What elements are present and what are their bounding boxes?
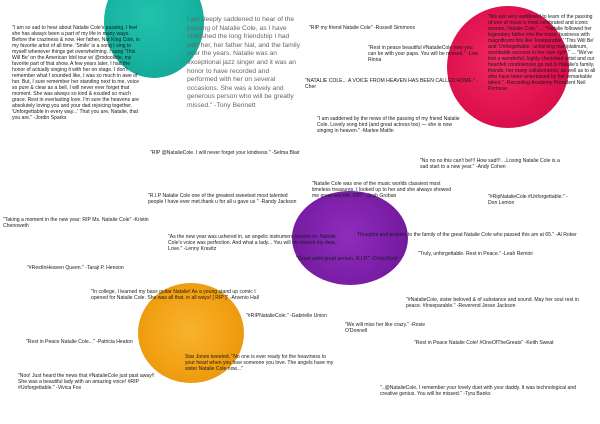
quote-neil-portnow: "We are very saddened to learn of the passing of one of music's most celebrated and iconic women, Natalie Cole," ... "Natalie followed her legendary father into the music business with magnificent hits like 'Inseparable,' 'This Will Be' and 'Unforgettable,' achieving multiplatinum, worldwide success in her own right." ... "We've lost a wonderful, highly cherished artist and our heartfelt condolences go out to Natalie's family, friends, her many collaborators, as well as to all who have been entertained by her remarkable talent." -Recording Academy President Neil Portnow — [488, 14, 596, 92]
quote-lenny-kravitz: "As the new year was ushered in, an angelic instrument moved on. Natalie Cole's voice was perfection. And what a lady... You will be missed my dear. Love." -Lenny Kravitz — [168, 234, 337, 252]
quote-chris-rock: "Great artist great person. R.I.P." -Chris Rock — [296, 256, 398, 262]
quote-al-roker: Thoughts and prayers to the family of the great Natalie Cole who passed this am at 65." -Al Roker — [357, 232, 577, 238]
quote-keith-sweat: "Rest in Peace Natalie Cole! #OneOfTheGreats" -Keith Sweat — [414, 340, 554, 346]
quote-leah-remini: "Truly, unforgettable. Rest in Peace." -Leah Remini — [418, 251, 533, 257]
quote-russell-simmons: "RIP my friend Natalie Cole" -Russell Simmons — [309, 25, 415, 31]
quote-rosie-odonnell: "We will miss her like crazy." -Rosie O'Donnell — [345, 322, 426, 334]
quote-taraji-henson: "#RestInHeaven Queen." -Taraji P. Henson — [27, 265, 124, 271]
quote-jordin-sparks: "I am so sad to hear about Natalie Cole's passing. I feel she has always been a part of my life in many ways. Before the craziness & now. Her father, Nat King Cole, is my favorite artist of all time. 'Smile' is a song I sing to myself whenever things get overwhelming. I sang 'This Will Be' on the American Idol tour w/ @mdoolittle, my favorite part of that show. A few years later, I had the honor of actually singing it with her on stage. I don't remember what I sounded like, I was so much in awe of her. But, I sure remember her standing next to me, voice so pure & clear as a bell, I will never ever forget that moment. She was always so kind & exuded so much grace. Rest in everlasting love. I'm sure the heavens are absolutely loving you and your dad rejoicing together. 'Unforgettable in every way...' That you are, Natalie, that you are." -Jordin Sparks — [12, 25, 140, 121]
quote-tony-bennett: I am deeply saddened to hear of the passing of Natalie Cole, as I have cherished the long friendship I had with her, her father Nat, and the family over the years. Natalie was an exceptional jazz singer and it was an honor to have recorded and performed with her on several occasions. She was a lovely and generous person who will be greatly missed." -Tony Bennett — [187, 16, 301, 109]
quote-arsenio-hall: "In college, I learned my bass guitar Natalie! As a young stand up comic I opened for Natalie Cole. She was all that, in all ways! [ RIP ]" -Arsenio Hall — [91, 289, 259, 301]
quote-tyra-banks: "..@NatalieCole, I remember your lovely duet with your daddy. It was technological and creative genius. You will be missed." -Tyra Banks — [380, 385, 577, 397]
quote-don-lemon: "#RipNatalieCole #Unforgettable." -Don Lemon — [488, 194, 568, 206]
quote-patricia-heaton: "Rest in Peace Natalie Cole..." -Patricia Heaton — [26, 339, 133, 345]
quote-andy-cohen: "No no no this can't be!!! How sad!!! ...Losing Natalie Cole is a sad start to a new year." -Andy Cohen — [420, 158, 560, 170]
quote-josh-groban: "Natalie Cole was one of the music worlds classiest most timeless treasures. I looked up to her and she always showed me great warmth. RIP." -Josh Groban — [312, 181, 452, 199]
quote-lisa-rinna: "Rest in peace beautiful #NatalieCole now you can be with your papa. You will be missed." -Lisa Rinna — [368, 45, 478, 63]
quote-star-jones: Star Jones tweeted, "No one is ever ready for the heaviness to your heart when you lose someone you love. The angels have my sister Natalie Cole now..." — [185, 354, 334, 372]
quote-gabrielle-union: "#RIPNatalieCole." -Gabrielle Union — [246, 313, 327, 319]
quote-kristin-chenoweth: "Taking a moment in the new year: RIP Ms. Natalie Cole" -Kristin Chenoweth — [3, 217, 149, 229]
quote-marlee-matlin: "I am saddened by the news of the passing of my friend Natalie Cole. Lovely song bird (and great actress too) — she is now singing in heaven." -Marlee Matlin — [317, 116, 460, 134]
quote-vivica-fox: "Noo! Just heard the news that #NatalieCole just past away!! She was a beautiful lady with an amazing voice! #RIP #Unforgettable." -Vivica Fox — [18, 373, 155, 391]
quote-cher: "NATALIE COLE... A VOICE FROM HEAVEN HAS BEEN CALLED HOME." -Cher — [305, 78, 479, 90]
quote-randy-jackson: "R.I.P Natalie Cole one of the greatest sweetest most talented people I have ever met.thank u for all u gave us " -Randy Jackson — [148, 193, 297, 205]
quote-selma-blair: "RIP @NatalieCole. I will never forget your kindness." -Selma Blair — [150, 150, 300, 156]
quote-jesse-jackson: "#NatalieCole, sister beloved & of substance and sound. May her soul rest in peace. #Inseparable." -Reverend Jesse Jackson — [406, 297, 579, 309]
